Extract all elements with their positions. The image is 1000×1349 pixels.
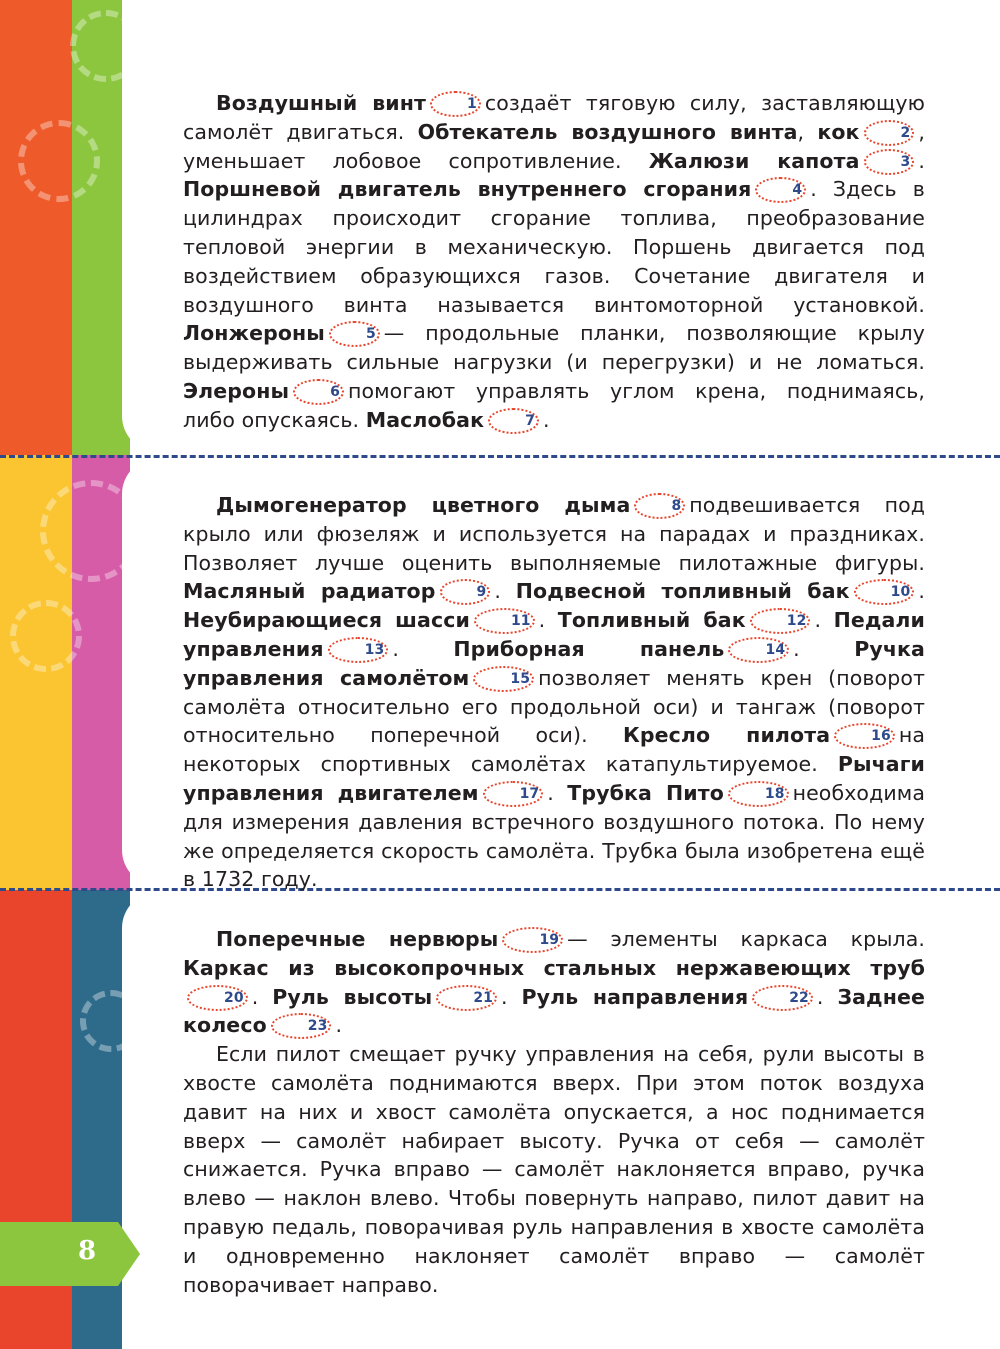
term: Ручка управления самолётом	[183, 636, 925, 690]
callout-number: 18	[728, 781, 789, 807]
term: Маслобак	[365, 407, 485, 432]
body-text: .	[392, 636, 399, 661]
callout-number: 17	[483, 781, 544, 807]
body-text: — элементы каркаса крыла.	[567, 927, 926, 951]
term: Рычаги управления двигателем	[183, 752, 925, 805]
callout-number: 13	[328, 637, 389, 663]
term: Поперечные нервюры	[216, 927, 499, 951]
term: Масляный радиатор	[183, 579, 436, 604]
body-text: создаёт тяговую силу, заставляющую самолёт двигаться.	[183, 91, 925, 144]
term: Поршневой двигатель внутреннего сгорания	[183, 177, 752, 202]
callout-number: 9	[440, 579, 491, 605]
gear-icon	[18, 120, 100, 202]
callout-number: 16	[834, 723, 895, 749]
paragraph: Если пилот смещает ручку управления на себя, рули высоты в хвосте самолёта поднимаются вверх. При этом поток воздуха давит на них и хвост самолёта опускается, а нос поднимается вверх — самолёт набирает высоту. Ручка от себя — самолёт снижается. Ручка вправо — самолёт наклоняется вправо, ручка влево — наклон влево. Чтобы повернуть направо, пилот давит на правую педаль, поворачивая руль направления в хвосте самолёта и одновременно наклоняет самолёт вправо — самолёт поворачивает направо.	[183, 1042, 925, 1297]
body-text: .	[494, 579, 501, 604]
callout-number: 10	[854, 579, 915, 605]
decor-stripe-orange	[0, 0, 72, 455]
callout-number: 3	[864, 149, 915, 175]
body-text: — продольные планки, позволяющие крылу выдерживать сильные нагрузки (и перегрузки) и не ломаться.	[183, 321, 925, 375]
term: Руль направления	[521, 984, 749, 1009]
term: Заднее колесо	[183, 984, 925, 1038]
term: Приборная панель	[453, 636, 725, 661]
page-number: 8	[78, 1236, 97, 1266]
body-text: на некоторых спортивных самолётах катапультируемое.	[183, 723, 925, 777]
body-text: помогают управлять углом крена, поднимаясь, либо опускаясь.	[183, 378, 925, 432]
callout-number: 2	[864, 120, 915, 146]
term: Лонжероны	[183, 321, 325, 346]
term: Элероны	[183, 378, 290, 403]
callout-number: 5	[329, 321, 380, 347]
body-text: .	[816, 984, 824, 1009]
callout-number: 23	[271, 1013, 332, 1039]
term: Дымогенератор цветного дыма	[216, 493, 631, 517]
body-text: .	[501, 984, 508, 1009]
callout-number: 6	[293, 379, 344, 405]
callout-number: 15	[473, 666, 534, 692]
text-block-engine	[183, 89, 925, 435]
callout-number: 1	[430, 91, 481, 117]
callout-number: 21	[436, 985, 497, 1011]
callout-number: 4	[755, 177, 806, 203]
callout-number: 20	[187, 985, 248, 1011]
callout-number: 12	[750, 608, 811, 634]
gear-icon	[10, 600, 82, 672]
term: Кресло пилота	[623, 723, 831, 748]
term: Неубирающиеся шасси	[183, 608, 470, 633]
body-text: .	[918, 148, 925, 173]
text-block-controls	[183, 925, 925, 1299]
callout-number: 22	[752, 985, 813, 1011]
page-number-badge	[0, 1222, 140, 1286]
paragraph	[183, 89, 925, 435]
callout-number: 14	[728, 637, 789, 663]
page-tab-shape	[0, 1222, 140, 1286]
term: Подвесной топливный бак	[515, 579, 850, 604]
body-text: подвешивается под крыло или фюзеляж и используется на парадах и праздниках. Позволяет лучше оценить выполняемые пилотажные фигуры.	[183, 493, 925, 575]
term: Жалюзи капота	[648, 148, 860, 173]
body-text: , уменьшает лобовое сопротивление.	[183, 119, 926, 173]
body-text: . Здесь в цилиндрах происходит сгорание топлива, преобразование тепловой энергии в механическую. Поршень двигается под воздействием образующихся газов. Сочетание двигателя и воздушного винта называется винтомоторной установкой.	[183, 177, 925, 317]
body-text: необходима для измерения давления встречного воздушного потока. По нему же определяется скорость самолёта. Трубка была изобретена ещё в 1732 году.	[183, 780, 925, 892]
term: Топливный бак	[557, 608, 746, 633]
text-block-equipment	[183, 491, 925, 894]
body-text: ,	[797, 119, 805, 144]
section-divider	[0, 455, 1000, 458]
body-text: .	[538, 608, 546, 633]
body-text: .	[547, 780, 554, 805]
body-text: .	[251, 984, 259, 1009]
paragraph	[183, 925, 925, 1040]
term: Руль высоты	[272, 984, 433, 1009]
body-text: .	[335, 1013, 343, 1038]
callout-number: 8	[634, 493, 685, 519]
term: Трубка Пито	[567, 780, 724, 805]
term: Обтекатель воздушного винта	[417, 119, 798, 144]
term: Педали управления	[183, 608, 925, 661]
callout-number: 7	[488, 408, 539, 434]
body-text: позволяет менять крен (поворот самолёта относительно его продольной оси) и тангаж (поворот относительно поперечной оси).	[183, 665, 926, 748]
body-text: .	[814, 608, 822, 633]
term: Воздушный винт	[216, 91, 426, 115]
body-text: .	[918, 579, 925, 604]
term: Каркас из высокопрочных стальных нержавеющих труб	[183, 955, 925, 980]
body-text: .	[793, 636, 800, 661]
callout-number: 11	[474, 608, 535, 634]
body-text: .	[542, 407, 550, 432]
callout-number: 19	[502, 927, 563, 953]
term: кок	[817, 119, 860, 144]
paragraph	[183, 491, 925, 894]
